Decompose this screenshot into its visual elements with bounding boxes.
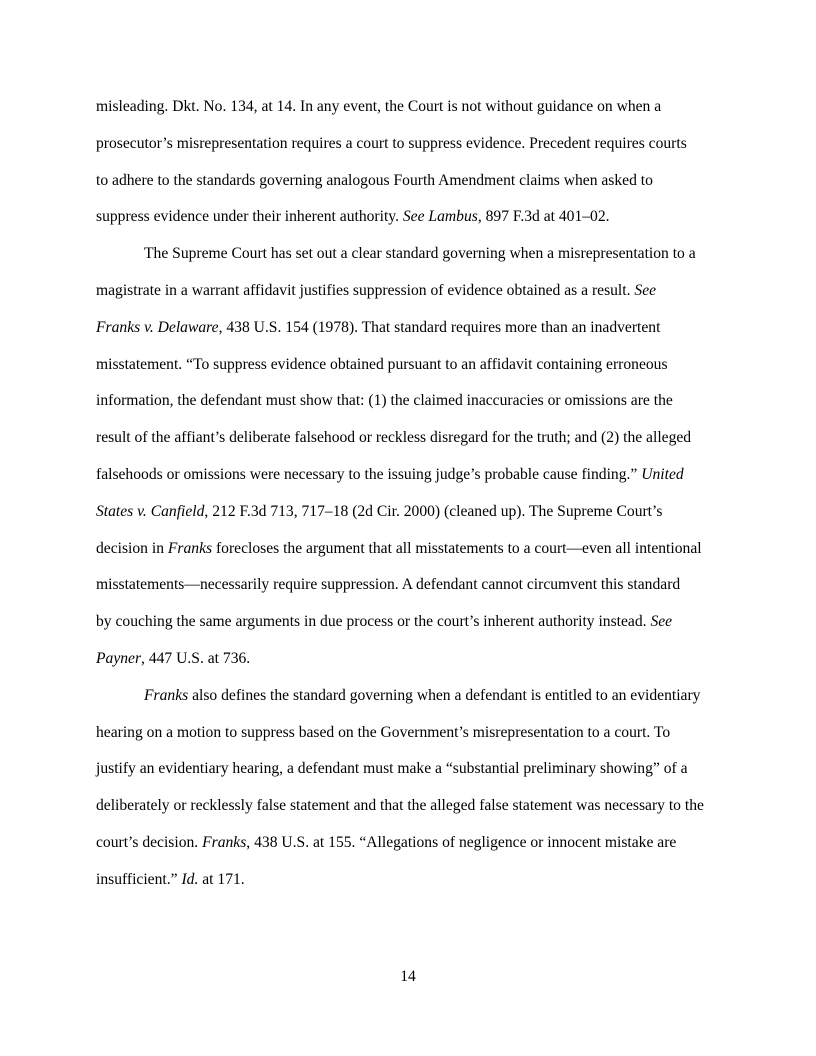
text-run: information, the defendant must show that: (1) the claimed inaccuracies or omissions are the: [96, 392, 673, 410]
text-run: falsehoods or omissions were necessary to the issuing judge’s probable cause finding.”: [96, 465, 642, 483]
citation-italic: See: [650, 613, 673, 631]
text-run: court’s decision.: [96, 833, 203, 851]
line-p2-10: [96, 567, 726, 604]
citation-italic: Franks: [144, 686, 189, 704]
text-run: insufficient.”: [96, 870, 182, 888]
text-run: forecloses the argument that all misstatements to a court—even all intentional: [212, 539, 702, 557]
body-text: [96, 89, 726, 899]
text-run: , 447 U.S. at 736.: [141, 649, 251, 667]
line-p2-7: [96, 457, 726, 494]
text-run: by couching the same arguments in due process or the court’s inherent authority instead.: [96, 613, 651, 631]
page-number: 14: [400, 968, 416, 985]
line-p3-5: [96, 825, 726, 862]
line-p2-8: [96, 494, 726, 531]
text-run: misstatements—necessarily require suppression. A defendant cannot circumvent this standard: [96, 576, 681, 594]
citation-italic: Franks: [202, 833, 247, 851]
text-run: justify an evidentiary hearing, a defendant must make a “substantial preliminary showing” of a: [96, 760, 688, 778]
citation-italic: States v. Canfield: [96, 502, 205, 520]
line-p3-1: [96, 678, 726, 715]
text-run: also defines the standard governing when a defendant is entitled to an evidentiary: [188, 686, 701, 704]
text-run: , 212 F.3d 713, 717–18 (2d Cir. 2000) (cleaned up). The Supreme Court’s: [204, 502, 663, 520]
text-run: suppress evidence under their inherent authority.: [96, 208, 403, 226]
line-p2-3: [96, 310, 726, 347]
text-run: decision in: [96, 539, 168, 557]
line-p3-6: [96, 862, 726, 899]
line-p2-6: [96, 420, 726, 457]
line-p2-12: [96, 641, 726, 678]
text-run: to adhere to the standards governing analogous Fourth Amendment claims when asked to: [96, 171, 653, 189]
text-run: result of the affiant’s deliberate falsehood or reckless disregard for the truth; and (2) the alleged: [96, 429, 692, 447]
citation-italic: See Lambus: [402, 208, 478, 226]
citation-italic: Payner: [96, 649, 142, 667]
text-run: misstatement. “To suppress evidence obtained pursuant to an affidavit containing erroneous: [96, 355, 668, 373]
text-run: at 171.: [198, 870, 245, 888]
text-run: , 438 U.S. at 155. “Allegations of negligence or innocent mistake are: [246, 833, 677, 851]
line-p2-2: [96, 273, 726, 310]
line-p2-5: [96, 383, 726, 420]
text-run: The Supreme Court has set out a clear standard governing when a misrepresentation to a: [144, 245, 696, 263]
line-p2-11: [96, 604, 726, 641]
text-run: prosecutor’s misrepresentation requires a court to suppress evidence. Precedent requires courts: [96, 134, 687, 152]
line-p2-4: [96, 347, 726, 384]
citation-italic: United: [641, 465, 684, 483]
text-run: , 438 U.S. 154 (1978). That standard requires more than an inadvertent: [218, 318, 661, 336]
line-p3-4: [96, 788, 726, 825]
line-p1-1: [96, 89, 726, 126]
line-p2-9: [96, 531, 726, 568]
text-run: magistrate in a warrant affidavit justifies suppression of evidence obtained as a result.: [96, 281, 635, 299]
text-run: deliberately or recklessly false statement and that the alleged false statement was necessary to the: [96, 797, 704, 815]
line-p2-1: [96, 236, 726, 273]
line-p3-2: [96, 715, 726, 752]
line-p1-2: [96, 126, 726, 163]
citation-italic: Franks v. Delaware: [96, 318, 219, 336]
line-p3-3: [96, 751, 726, 788]
text-run: hearing on a motion to suppress based on the Government’s misrepresentation to a court. To: [96, 723, 671, 741]
citation-italic: Franks: [167, 539, 213, 557]
citation-italic: Id.: [181, 870, 199, 888]
line-p1-3: [96, 163, 726, 200]
text-run: misleading. Dkt. No. 134, at 14. In any event, the Court is not without guidance on when a: [96, 98, 662, 115]
line-p1-4: [96, 199, 726, 236]
citation-italic: See: [634, 281, 657, 299]
text-run: , 897 F.3d at 401–02.: [477, 208, 610, 226]
